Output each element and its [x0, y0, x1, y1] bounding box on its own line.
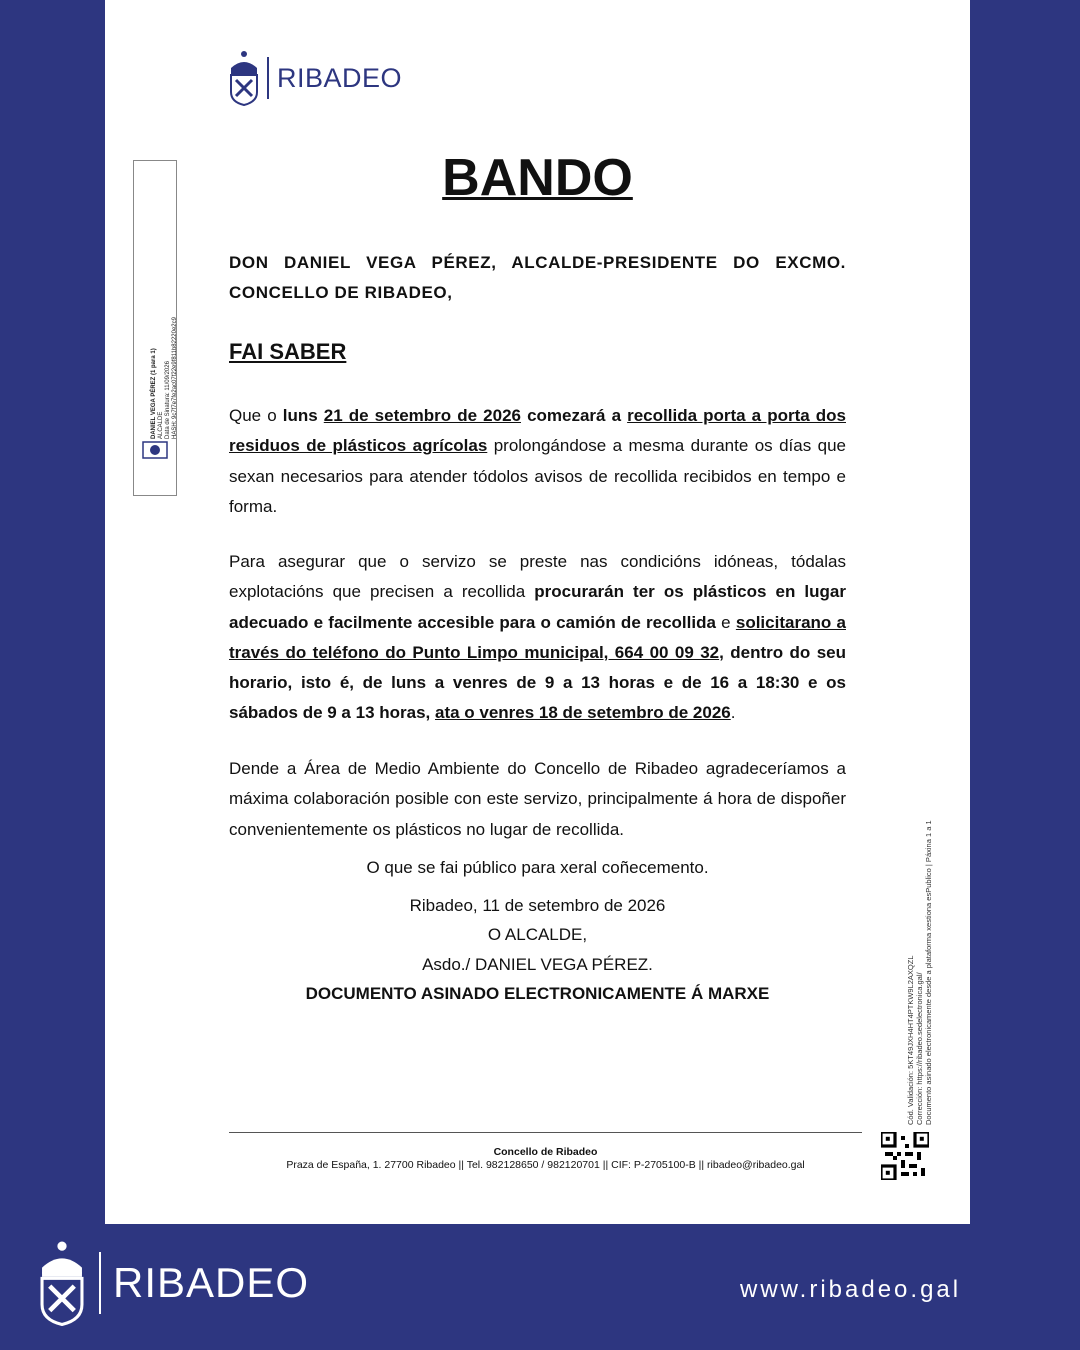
mayor-header: DON DANIEL VEGA PÉREZ, ALCALDE-PRESIDENTE DO EXCMO. CONCELLO DE RIBADEO,: [229, 253, 846, 303]
document-sheet: [105, 0, 970, 1224]
document-footer: [229, 1146, 862, 1172]
validation-code: Cód. Validación: 5KT49JXH4HT4PTKW9L2AXQZL: [906, 955, 915, 1125]
p2-phone-request: solicitarano a través do teléfono do Punto Limpo municipal, 664 00 09 32: [229, 612, 846, 662]
qr-code-icon: [881, 1132, 929, 1180]
p2-text-a: Para asegurar que o servizo se preste nas condicións idóneas, tódalas explotacións que precisen a recollida: [229, 552, 846, 602]
validation-url: Corrección: https://ribadeo.sedelectronica.gal/: [915, 972, 924, 1125]
logo-separator: [267, 57, 269, 99]
validation-note: Documento asinado electronicamente desde a plataforma xestiona esPublico | Páxina 1 a 1: [924, 820, 933, 1125]
paragraph-1: [229, 401, 846, 522]
signature-hash: HASH: 9c7f7e7fe2ac07f22e9f811b82220e2c9: [172, 317, 178, 439]
signature-role: ALCALDE: [158, 411, 164, 439]
footer-logo-separator: [99, 1252, 101, 1314]
p2-deadline: ata o venres 18 de setembro de 2026: [434, 703, 731, 723]
closing-line: O que se fai público para xeral coñecemento.: [366, 858, 709, 877]
footer-logo: [35, 1240, 309, 1326]
footer-address: Praza de España, 1. 27700 Ribadeo || Tel. 982128650 / 982120701 || CIF: P-2705100-B || ribadeo@ribadeo.gal: [286, 1159, 805, 1171]
p2-text-c: e: [715, 612, 736, 632]
signature-stamp-text: [151, 179, 187, 439]
p1-text-f: prolongándose a mesma durante os días que sexan necesarios para atender tódolos avisos de recollida recibidos en tempo e forma.: [229, 436, 846, 516]
coat-of-arms-icon: [227, 50, 261, 106]
validation-margin-text: [906, 765, 942, 1125]
signer-role: O ALCALDE,: [487, 925, 588, 944]
p2-text-g: .: [730, 703, 736, 723]
p2-schedule: , dentro do seu horario, isto é, de luns a venres de 9 a 13 horas e de 16 a 18:30 e os sábados de 9 a 13 horas,: [229, 642, 846, 723]
coat-of-arms-icon: [35, 1240, 89, 1326]
footer-divider: [229, 1132, 862, 1133]
paragraph-3: Dende a Área de Medio Ambiente do Concello de Ribadeo agradeceríamos a máxima colaboración posible con este servizo, principalmente á hora de dispoñer convenientemente os plásticos no lugar de recollida.: [229, 759, 846, 839]
p1-text-a: Que o: [229, 406, 283, 425]
signature-stamp: [133, 160, 177, 496]
p1-day: luns: [282, 406, 324, 425]
p1-service: recollida porta a porta dos residuos de plásticos agrícolas: [229, 406, 846, 456]
signer-name: Asdo./ DANIEL VEGA PÉREZ.: [422, 955, 653, 974]
header-brand-name: RIBADEO: [277, 62, 403, 93]
signed-note: DOCUMENTO ASINADO ELECTRONICAMENTE Á MARXE: [305, 984, 770, 1003]
footer-org: Concello de Ribadeo: [493, 1146, 598, 1158]
place-date: Ribadeo, 11 de setembro de 2026: [409, 896, 666, 915]
p1-start-date: 21 de setembro de 2026: [323, 406, 521, 425]
header-logo: [227, 50, 402, 106]
signature-signer: DANIEL VEGA PÉREZ (1 para 1): [151, 348, 157, 439]
paragraph-2: [229, 547, 846, 729]
p1-text-d: comezará a: [521, 406, 628, 425]
p2-requirement: procurarán ter os plásticos en lugar adecuado e facilmente accesible para o camión de recollida: [229, 582, 846, 632]
footer-brand-name: RIBADEO: [113, 1259, 310, 1306]
signature-date: Data de Sinatura: 11/09/2026: [165, 361, 171, 439]
website-url[interactable]: www.ribadeo.gal: [740, 1276, 962, 1303]
seal-icon: [142, 439, 168, 461]
document-title: BANDO: [442, 149, 633, 207]
fai-saber-heading: FAI SABER: [229, 339, 347, 364]
